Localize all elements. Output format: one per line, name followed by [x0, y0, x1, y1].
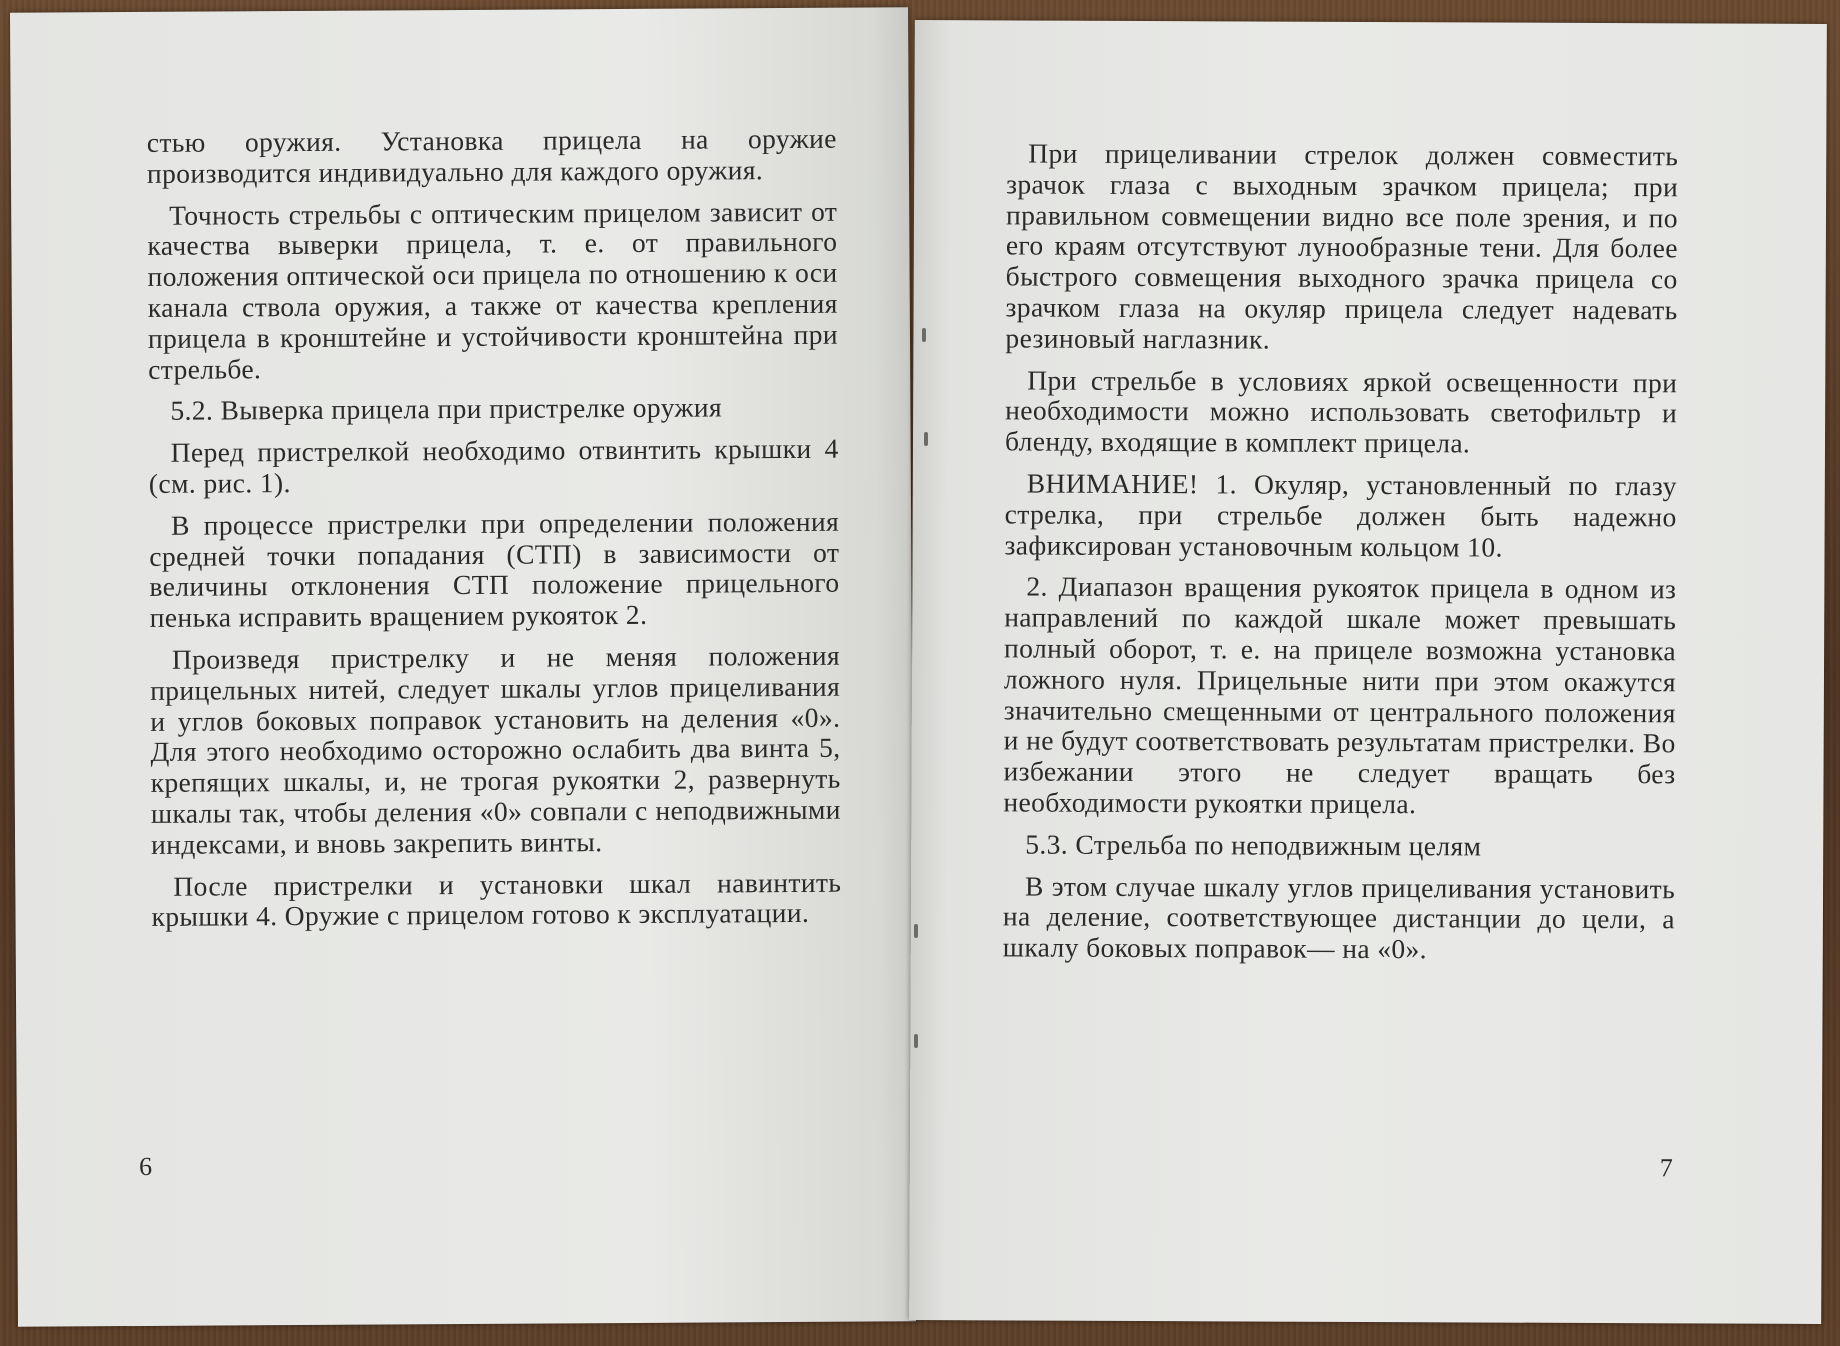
paragraph-warning-1: ВНИМАНИЕ! 1. Окуляр, установленный по глазу стрелка, при стрельбе должен быть надежно зафиксирован установочным кольцом 10. [1004, 467, 1677, 563]
binding-staple-lower-mid [914, 924, 918, 938]
paragraph-zeroing-process: В процессе пристрелки при определении положения средней точки попадания (СТП) в зависимости от величины отклонения СТП положение прицельного пенька исправить вращением рукояток 2. [149, 505, 840, 634]
paragraph-warning-2: 2. Диапазон вращения рукояток прицела в одном из направлений по каждой шкале может превышать полный оборот, т. е. на прицеле возможна установка ложного нуля. Прицельные нити при этом окажутся значительно смещенными от центрального положения и не будут соответствовать результатам пристрелки. Во избежании этого не следует вращать без необходимости рукоятки прицела. [1003, 570, 1677, 820]
section-heading-5-3: 5.3. Стрельба по неподвижным целям [1025, 828, 1482, 862]
right-page [909, 20, 1827, 1324]
paragraph-bright-light: При стрельбе в условиях яркой освещенности при необходимости можно использовать светофильтр и бленду, входящие в комплект прицела. [1004, 364, 1678, 459]
binding-staple-top [922, 328, 926, 342]
right-page-text [1003, 138, 1679, 977]
paragraph-stationary-targets: В этом случае шкалу углов прицеливания установить на деление, соответствующее дистанции до цели, а шкалу боковых поправок— на «0». [1002, 870, 1676, 965]
paragraph-after-zeroing: После пристрелки и установки шкал навинтить крышки 4. Оружие с прицелом готово к эксплуатации. [151, 866, 842, 933]
binding-staple-upper-mid [924, 432, 928, 446]
paragraph-before-zeroing: Перед пристрелкой необходимо отвинтить крышки 4 (см. рис. 1). [148, 432, 839, 499]
paragraph-accuracy: Точность стрельбы с оптическим прицелом зависит от качества выверки прицела, т. е. от правильного положения оптической оси прицела по отношению к оси канала ствола оружия, а также от качества крепления прицела в кронштейне и устойчивости кронштейна при стрельбе. [147, 195, 839, 385]
binding-staple-bottom [914, 1034, 918, 1048]
section-heading-5-2: 5.2. Выверка прицела при пристрелке оружия [170, 391, 723, 427]
left-page [10, 7, 916, 1326]
left-page-text [147, 124, 842, 944]
page-number-right: 7 [1659, 1153, 1673, 1183]
paragraph-scale-setting: Произведя пристрелку и не меняя положения прицельных нитей, следует шкалы углов прицеливания и углов боковых поправок установить на деления «0». Для этого необходимо осторожно ослабить два винта 5, крепящих шкалы, и, не трогая рукоятки 2, развернуть шкалы так, чтобы деления «0» совпали с неподвижными индексами, и вновь закрепить винты. [150, 639, 841, 860]
paragraph-continuation: стью оружия. Установка прицела на оружие производится индивидуально для каждого оружия. [146, 122, 837, 189]
page-number-left: 6 [138, 1151, 153, 1181]
paragraph-aiming: При прицеливании стрелок должен совместить зрачок глаза с выходным зрачком прицела; при правильном совмещении видно все поле зрения, и по его краям отсутствуют лунообразные тени. Для более быстрого совмещения выходного зрачка прицела со зрачком глаза на окуляр прицела следует надевать резиновый наглазник. [1005, 137, 1679, 355]
